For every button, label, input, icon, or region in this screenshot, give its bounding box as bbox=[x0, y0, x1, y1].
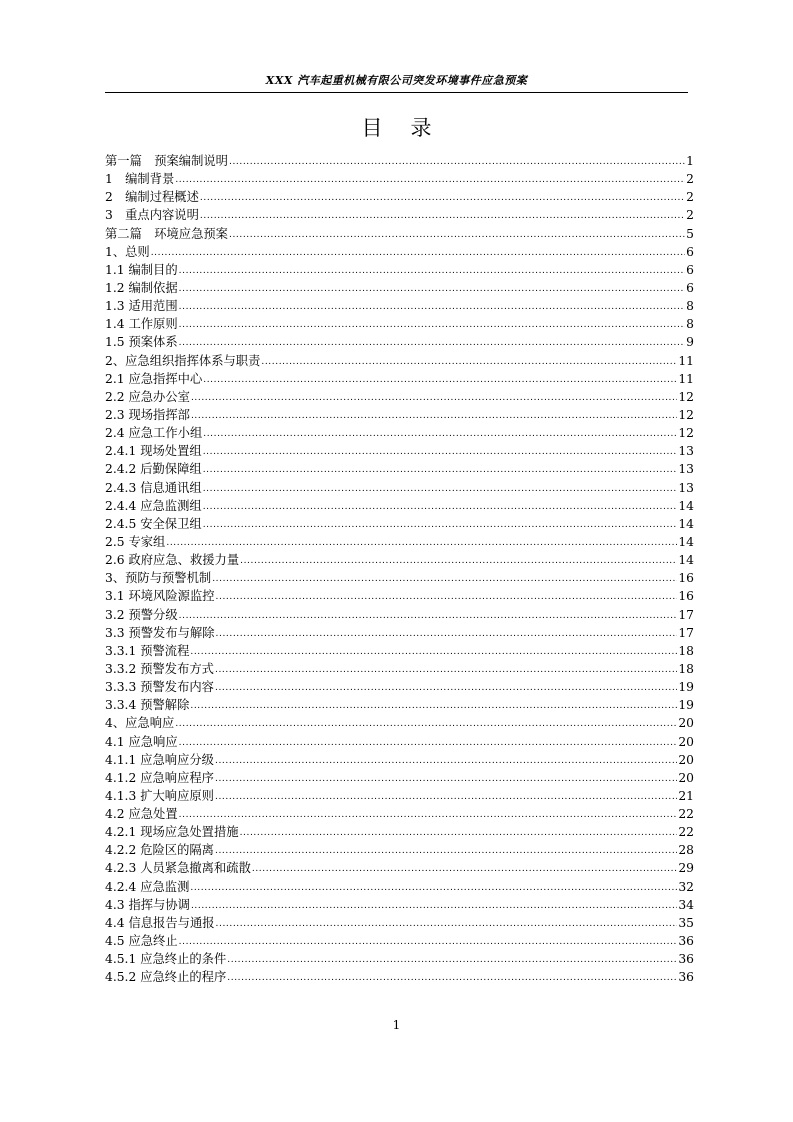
toc-dot-leader bbox=[261, 353, 677, 370]
toc-entry-label: 4.1.3 扩大响应原则 bbox=[105, 788, 214, 803]
toc-entry-label: 2.4.2 后勤保障组 bbox=[105, 462, 202, 477]
toc-entry-page: 22 bbox=[678, 825, 694, 840]
toc-dot-leader bbox=[215, 842, 677, 859]
toc-entry-page: 12 bbox=[678, 426, 694, 441]
toc-dot-leader bbox=[212, 570, 677, 587]
toc-entry[interactable] bbox=[105, 370, 694, 388]
toc-entry-page: 36 bbox=[678, 952, 694, 967]
toc-entry[interactable] bbox=[105, 678, 694, 696]
toc-entry-page: 16 bbox=[678, 589, 694, 604]
toc-dot-leader bbox=[175, 171, 685, 188]
toc-entry-label: 3、预防与预警机制 bbox=[105, 571, 212, 586]
toc-entry[interactable] bbox=[105, 642, 694, 660]
toc-entry-label: 4.2.1 现场应急处置措施 bbox=[105, 825, 239, 840]
toc-entry-label: 3.2 预警分级 bbox=[105, 607, 178, 622]
toc-entry-label: 4.2.4 应急监测 bbox=[105, 879, 190, 894]
toc-dot-leader bbox=[179, 280, 686, 297]
toc-dot-leader bbox=[190, 697, 677, 714]
toc-entry-label: 1、总则 bbox=[105, 244, 150, 259]
toc-entry[interactable] bbox=[105, 497, 694, 515]
toc-dot-leader bbox=[203, 480, 678, 497]
toc-entry[interactable] bbox=[105, 206, 694, 224]
toc-entry[interactable] bbox=[105, 660, 694, 678]
toc-entry-page: 6 bbox=[686, 280, 694, 295]
toc-entry-page: 2 bbox=[686, 190, 694, 205]
toc-entry-label: 3 重点内容说明 bbox=[105, 208, 199, 223]
toc-entry[interactable] bbox=[105, 152, 694, 170]
toc-entry-label: 4.5.2 应急终止的程序 bbox=[105, 970, 227, 985]
toc-entry-page: 22 bbox=[678, 807, 694, 822]
toc-entry[interactable] bbox=[105, 733, 694, 751]
toc-dot-leader bbox=[190, 643, 677, 660]
toc-entry[interactable] bbox=[105, 696, 694, 714]
toc-entry-label: 4.1.1 应急响应分级 bbox=[105, 752, 214, 767]
toc-entry-label: 2 编制过程概述 bbox=[105, 190, 199, 205]
toc-entry-page: 8 bbox=[686, 299, 694, 314]
toc-dot-leader bbox=[227, 969, 677, 986]
toc-entry-page: 20 bbox=[678, 716, 694, 731]
toc-entry[interactable] bbox=[105, 950, 694, 968]
toc-entry[interactable] bbox=[105, 751, 694, 769]
toc-entry-label: 2.4 应急工作小组 bbox=[105, 426, 203, 441]
toc-entry-label: 1.2 编制依据 bbox=[105, 280, 178, 295]
toc-entry-page: 36 bbox=[678, 934, 694, 949]
toc-entry[interactable] bbox=[105, 932, 694, 950]
toc-entry-label: 4.1.2 应急响应程序 bbox=[105, 770, 214, 785]
toc-entry[interactable] bbox=[105, 624, 694, 642]
toc-entry-page: 14 bbox=[678, 553, 694, 568]
toc-entry-label: 1.4 工作原则 bbox=[105, 317, 178, 332]
toc-dot-leader bbox=[179, 316, 686, 333]
toc-entry-label: 3.3 预警发布与解除 bbox=[105, 625, 215, 640]
toc-entry-page: 35 bbox=[678, 915, 694, 930]
toc-entry[interactable] bbox=[105, 533, 694, 551]
toc-dot-leader bbox=[203, 498, 678, 515]
toc-dot-leader bbox=[200, 189, 685, 206]
toc-dot-leader bbox=[191, 897, 677, 914]
toc-entry-page: 9 bbox=[686, 335, 694, 350]
toc-entry-page: 13 bbox=[678, 462, 694, 477]
toc-entry[interactable] bbox=[105, 225, 694, 243]
toc-entry-label: 4.3 指挥与协调 bbox=[105, 897, 190, 912]
toc-entry-page: 13 bbox=[678, 444, 694, 459]
toc-entry-label: 2.6 政府应急、救援力量 bbox=[105, 553, 240, 568]
toc-dot-leader bbox=[216, 588, 678, 605]
toc-entry-page: 20 bbox=[678, 734, 694, 749]
toc-dot-leader bbox=[190, 879, 677, 896]
toc-dot-leader bbox=[215, 788, 677, 805]
toc-entry-page: 5 bbox=[686, 226, 694, 241]
toc-dot-leader bbox=[240, 824, 678, 841]
toc-entry-page: 17 bbox=[678, 625, 694, 640]
toc-entry-label: 4、应急响应 bbox=[105, 716, 175, 731]
toc-entry[interactable] bbox=[105, 424, 694, 442]
toc-entry-page: 14 bbox=[678, 534, 694, 549]
toc-entry[interactable] bbox=[105, 279, 694, 297]
toc-entry[interactable] bbox=[105, 841, 694, 859]
toc-entry[interactable] bbox=[105, 859, 694, 877]
toc-entry-page: 11 bbox=[678, 371, 694, 386]
toc-entry[interactable] bbox=[105, 243, 694, 261]
toc-entry-label: 2.4.5 安全保卫组 bbox=[105, 516, 202, 531]
toc-dot-leader bbox=[200, 207, 685, 224]
toc-dot-leader bbox=[203, 425, 677, 442]
toc-entry-label: 第一篇 预案编制说明 bbox=[105, 154, 228, 168]
toc-entry-page: 36 bbox=[678, 970, 694, 985]
toc-dot-leader bbox=[179, 298, 686, 315]
toc-entry-label: 4.1 应急响应 bbox=[105, 734, 178, 749]
toc-entry-page: 11 bbox=[678, 353, 694, 368]
toc-entry-page: 20 bbox=[678, 770, 694, 785]
toc-dot-leader bbox=[175, 715, 677, 732]
toc-dot-leader bbox=[203, 516, 678, 533]
toc-entry[interactable] bbox=[105, 896, 694, 914]
toc-entry-page: 1 bbox=[686, 154, 694, 168]
toc-dot-leader bbox=[252, 860, 677, 877]
toc-entry-label: 2.4.3 信息通讯组 bbox=[105, 480, 202, 495]
toc-entry-label: 4.2.2 危险区的隔离 bbox=[105, 843, 214, 858]
toc-entry-page: 12 bbox=[678, 389, 694, 404]
toc-entry[interactable] bbox=[105, 805, 694, 823]
toc-entry-page: 8 bbox=[686, 317, 694, 332]
toc-entry[interactable] bbox=[105, 479, 694, 497]
toc-entry-page: 18 bbox=[678, 661, 694, 676]
table-of-contents bbox=[105, 152, 694, 986]
toc-entry-label: 3.3.3 预警发布内容 bbox=[105, 680, 214, 695]
toc-entry-page: 2 bbox=[686, 172, 694, 187]
toc-entry[interactable] bbox=[105, 352, 694, 370]
toc-dot-leader bbox=[203, 443, 678, 460]
toc-dot-leader bbox=[215, 679, 677, 696]
toc-entry[interactable] bbox=[105, 297, 694, 315]
toc-entry[interactable] bbox=[105, 315, 694, 333]
toc-entry[interactable] bbox=[105, 878, 694, 896]
toc-entry-label: 2.2 应急办公室 bbox=[105, 389, 190, 404]
toc-entry-page: 12 bbox=[678, 407, 694, 422]
toc-dot-leader bbox=[215, 770, 677, 787]
toc-entry-label: 1.3 适用范围 bbox=[105, 299, 178, 314]
toc-entry-page: 17 bbox=[678, 607, 694, 622]
toc-entry[interactable] bbox=[105, 406, 694, 424]
toc-entry-page: 2 bbox=[686, 208, 694, 223]
toc-entry[interactable] bbox=[105, 261, 694, 279]
toc-entry[interactable] bbox=[105, 188, 694, 206]
toc-heading: 目录 bbox=[361, 116, 460, 140]
toc-entry-label: 2.4.4 应急监测组 bbox=[105, 498, 202, 513]
toc-entry-label: 3.3.4 预警解除 bbox=[105, 698, 190, 713]
toc-entry-page: 13 bbox=[678, 480, 694, 495]
toc-entry[interactable] bbox=[105, 569, 694, 587]
document-header-title: XXX 汽车起重机械有限公司突发环境事件应急预案 bbox=[265, 74, 528, 87]
toc-entry[interactable] bbox=[105, 787, 694, 805]
toc-entry-label: 4.5 应急终止 bbox=[105, 934, 178, 949]
toc-entry-label: 2.3 现场指挥部 bbox=[105, 407, 190, 422]
toc-entry-label: 3.3.2 预警发布方式 bbox=[105, 661, 214, 676]
toc-entry[interactable] bbox=[105, 914, 694, 932]
toc-dot-leader bbox=[179, 607, 678, 624]
toc-dot-leader bbox=[215, 752, 677, 769]
toc-entry[interactable] bbox=[105, 551, 694, 569]
toc-entry-page: 16 bbox=[678, 571, 694, 586]
toc-entry[interactable] bbox=[105, 442, 694, 460]
toc-entry-page: 29 bbox=[678, 861, 694, 876]
toc-entry[interactable] bbox=[105, 769, 694, 787]
toc-entry-page: 19 bbox=[678, 698, 694, 713]
header-divider bbox=[105, 92, 688, 93]
toc-entry-page: 14 bbox=[678, 516, 694, 531]
toc-entry[interactable] bbox=[105, 606, 694, 624]
toc-entry[interactable] bbox=[105, 714, 694, 732]
toc-entry-label: 2.4.1 现场处置组 bbox=[105, 444, 202, 459]
toc-dot-leader bbox=[229, 226, 685, 243]
toc-dot-leader bbox=[229, 153, 685, 170]
toc-dot-leader bbox=[179, 734, 678, 751]
toc-entry-label: 2.1 应急指挥中心 bbox=[105, 371, 203, 386]
toc-dot-leader bbox=[215, 661, 677, 678]
toc-entry[interactable] bbox=[105, 823, 694, 841]
toc-entry-label: 3.3.1 预警流程 bbox=[105, 643, 190, 658]
toc-entry-page: 18 bbox=[678, 643, 694, 658]
toc-entry[interactable] bbox=[105, 587, 694, 605]
toc-dot-leader bbox=[166, 534, 677, 551]
toc-dot-leader bbox=[179, 806, 678, 823]
toc-entry-page: 34 bbox=[678, 897, 694, 912]
toc-entry[interactable] bbox=[105, 515, 694, 533]
toc-entry-page: 19 bbox=[678, 680, 694, 695]
toc-entry-label: 4.2 应急处置 bbox=[105, 807, 178, 822]
toc-dot-leader bbox=[216, 625, 678, 642]
toc-entry[interactable] bbox=[105, 170, 694, 188]
toc-entry-label: 第二篇 环境应急预案 bbox=[105, 226, 228, 241]
toc-dot-leader bbox=[179, 262, 686, 279]
toc-entry[interactable] bbox=[105, 968, 694, 986]
toc-entry-label: 2.5 专家组 bbox=[105, 534, 166, 549]
toc-entry-label: 2、应急组织指挥体系与职责 bbox=[105, 353, 261, 368]
toc-entry[interactable] bbox=[105, 333, 694, 351]
toc-entry-label: 1 编制背景 bbox=[105, 172, 175, 187]
toc-entry-page: 28 bbox=[678, 843, 694, 858]
toc-entry-label: 4.2.3 人员紧急撤离和疏散 bbox=[105, 861, 251, 876]
toc-entry[interactable] bbox=[105, 388, 694, 406]
toc-entry-label: 1.1 编制目的 bbox=[105, 262, 178, 277]
toc-entry[interactable] bbox=[105, 460, 694, 478]
toc-entry-page: 20 bbox=[678, 752, 694, 767]
page-number: 1 bbox=[392, 1018, 401, 1032]
toc-dot-leader bbox=[216, 915, 678, 932]
toc-entry-page: 32 bbox=[678, 879, 694, 894]
toc-dot-leader bbox=[151, 244, 685, 261]
toc-dot-leader bbox=[191, 407, 677, 424]
toc-entry-page: 21 bbox=[678, 788, 694, 803]
toc-entry-label: 4.5.1 应急终止的条件 bbox=[105, 952, 227, 967]
toc-entry-page: 6 bbox=[686, 262, 694, 277]
toc-dot-leader bbox=[227, 951, 677, 968]
toc-dot-leader bbox=[203, 371, 677, 388]
toc-entry-label: 3.1 环境风险源监控 bbox=[105, 589, 215, 604]
toc-entry-label: 1.5 预案体系 bbox=[105, 335, 178, 350]
toc-dot-leader bbox=[203, 461, 678, 478]
toc-dot-leader bbox=[179, 933, 678, 950]
toc-entry-label: 4.4 信息报告与通报 bbox=[105, 915, 215, 930]
toc-entry-page: 14 bbox=[678, 498, 694, 513]
toc-dot-leader bbox=[240, 552, 677, 569]
toc-dot-leader bbox=[179, 334, 686, 351]
toc-dot-leader bbox=[191, 389, 677, 406]
toc-entry-page: 6 bbox=[686, 244, 694, 259]
